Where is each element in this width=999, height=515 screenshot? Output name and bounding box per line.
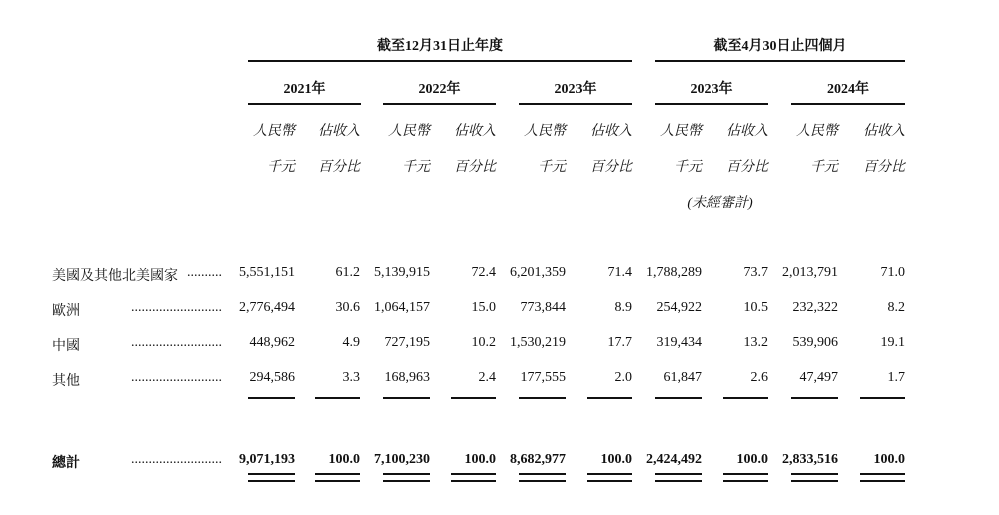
amount-cell: 2,833,516 [782, 452, 838, 467]
subtotal-rule [723, 397, 768, 399]
percent-cell: 1.7 [887, 370, 905, 385]
total-double-rule [451, 473, 496, 482]
percent-cell: 2.4 [478, 370, 496, 385]
leader-dots: .......................... [131, 370, 222, 385]
amount-cell: 2,776,494 [239, 300, 295, 315]
amount-cell: 6,201,359 [510, 265, 566, 280]
year-header-rule [655, 103, 768, 105]
amount-cell: 1,064,157 [374, 300, 430, 315]
subtotal-rule [248, 397, 295, 399]
row-label: 總計 [52, 456, 80, 471]
percent-cell: 15.0 [471, 300, 496, 315]
year-header: 2021年 [283, 82, 326, 97]
amount-cell: 168,963 [384, 370, 430, 385]
percent-cell: 2.6 [750, 370, 768, 385]
total-double-rule [860, 473, 905, 482]
percent-cell: 73.7 [743, 265, 768, 280]
subtotal-rule [519, 397, 566, 399]
percent-cell: 13.2 [743, 335, 768, 350]
row-label: 歐洲 [52, 304, 80, 319]
col-header-amount-unit: 千元 [810, 160, 838, 175]
total-double-rule [519, 473, 566, 482]
col-header-amount: 人民幣 [388, 124, 430, 139]
subtotal-rule [383, 397, 430, 399]
leader-dots: .......................... [131, 452, 222, 467]
amount-cell: 232,322 [792, 300, 838, 315]
group-header-four-months: 截至4月30日止四個月 [713, 39, 847, 54]
row-label: 其他 [52, 374, 80, 389]
percent-cell: 4.9 [342, 335, 360, 350]
col-header-pct-unit: 百分比 [454, 160, 496, 175]
amount-cell: 1,530,219 [510, 335, 566, 350]
total-double-rule [383, 473, 430, 482]
col-header-amount: 人民幣 [796, 124, 838, 139]
year-header-rule [383, 103, 496, 105]
amount-cell: 2,013,791 [782, 265, 838, 280]
amount-cell: 539,906 [792, 335, 838, 350]
percent-cell: 72.4 [471, 265, 496, 280]
amount-cell: 773,844 [520, 300, 566, 315]
percent-cell: 100.0 [600, 452, 632, 467]
total-double-rule [587, 473, 632, 482]
percent-cell: 100.0 [736, 452, 768, 467]
subtotal-rule [587, 397, 632, 399]
col-header-pct-unit: 百分比 [590, 160, 632, 175]
subtotal-rule [451, 397, 496, 399]
year-header-rule [519, 103, 632, 105]
col-header-amount-unit: 千元 [538, 160, 566, 175]
col-header-amount: 人民幣 [524, 124, 566, 139]
unaudited-note: (未經審計) [687, 196, 753, 211]
col-header-pct: 佔收入 [454, 124, 496, 139]
percent-cell: 19.1 [880, 335, 905, 350]
amount-cell: 319,434 [656, 335, 702, 350]
total-double-rule [791, 473, 838, 482]
total-double-rule [315, 473, 360, 482]
amount-cell: 47,497 [799, 370, 838, 385]
amount-cell: 294,586 [249, 370, 295, 385]
col-header-amount-unit: 千元 [402, 160, 430, 175]
col-header-pct: 佔收入 [318, 124, 360, 139]
year-header: 2024年 [827, 82, 869, 97]
subtotal-rule [860, 397, 905, 399]
amount-cell: 177,555 [520, 370, 566, 385]
amount-cell: 7,100,230 [374, 452, 430, 467]
percent-cell: 10.2 [471, 335, 496, 350]
year-header: 2022年 [418, 82, 461, 97]
percent-cell: 2.0 [614, 370, 632, 385]
year-header: 2023年 [690, 82, 733, 97]
group-header-year-end: 截至12月31日止年度 [377, 39, 503, 54]
row-label: 中國 [52, 339, 80, 354]
col-header-amount: 人民幣 [660, 124, 702, 139]
amount-cell: 254,922 [656, 300, 702, 315]
total-double-rule [248, 473, 295, 482]
percent-cell: 100.0 [873, 452, 905, 467]
amount-cell: 5,139,915 [374, 265, 430, 280]
year-header: 2023年 [554, 82, 597, 97]
amount-cell: 727,195 [384, 335, 430, 350]
percent-cell: 3.3 [342, 370, 360, 385]
col-header-pct-unit: 百分比 [726, 160, 768, 175]
percent-cell: 61.2 [335, 265, 360, 280]
col-header-pct: 佔收入 [590, 124, 632, 139]
year-header-rule [248, 103, 361, 105]
percent-cell: 17.7 [607, 335, 632, 350]
total-double-rule [723, 473, 768, 482]
leader-dots: .......... [187, 265, 222, 280]
leader-dots: .......................... [131, 300, 222, 315]
year-header-rule [791, 103, 905, 105]
amount-cell: 2,424,492 [646, 452, 702, 467]
row-label: 美國及其他北美國家 [52, 269, 178, 284]
amount-cell: 1,788,289 [646, 265, 702, 280]
amount-cell: 61,847 [663, 370, 702, 385]
percent-cell: 100.0 [328, 452, 360, 467]
col-header-amount-unit: 千元 [267, 160, 295, 175]
amount-cell: 448,962 [249, 335, 295, 350]
subtotal-rule [655, 397, 702, 399]
percent-cell: 10.5 [743, 300, 768, 315]
col-header-pct-unit: 百分比 [863, 160, 905, 175]
col-header-amount-unit: 千元 [674, 160, 702, 175]
col-header-pct-unit: 百分比 [318, 160, 360, 175]
col-header-amount: 人民幣 [253, 124, 295, 139]
total-double-rule [655, 473, 702, 482]
amount-cell: 9,071,193 [239, 452, 295, 467]
amount-cell: 5,551,151 [239, 265, 295, 280]
group-header-rule [248, 60, 632, 62]
col-header-pct: 佔收入 [726, 124, 768, 139]
subtotal-rule [315, 397, 360, 399]
percent-cell: 71.4 [607, 265, 632, 280]
group-header-rule [655, 60, 905, 62]
subtotal-rule [791, 397, 838, 399]
percent-cell: 8.2 [887, 300, 905, 315]
percent-cell: 71.0 [880, 265, 905, 280]
percent-cell: 30.6 [335, 300, 360, 315]
col-header-pct: 佔收入 [863, 124, 905, 139]
amount-cell: 8,682,977 [510, 452, 566, 467]
leader-dots: .......................... [131, 335, 222, 350]
percent-cell: 8.9 [614, 300, 632, 315]
percent-cell: 100.0 [464, 452, 496, 467]
